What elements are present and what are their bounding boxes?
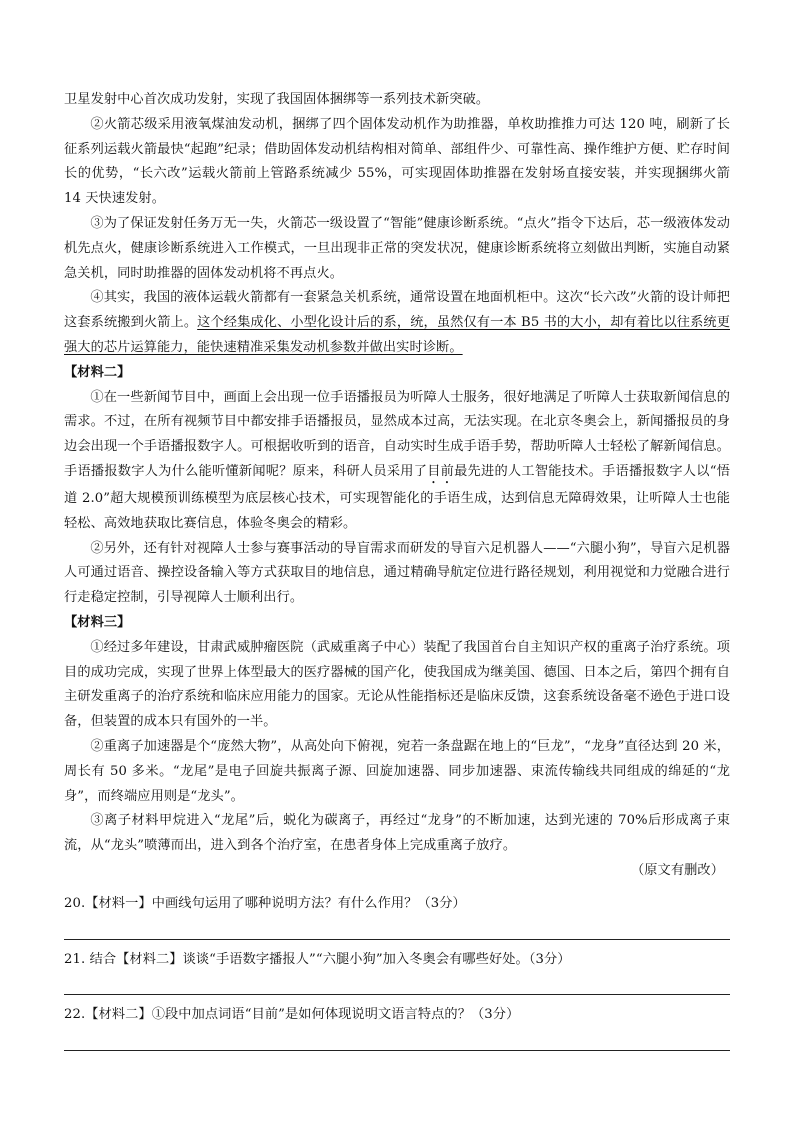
material3-paragraph-2: ②重离子加速器是个“庞然大物”，从高处向下俯视，宛若一条盘踞在地上的“巨龙”，“龙身”直径达到 20 米，周长有 50 多米。“龙尾”是电子回旋共振离子源、回旋加速器、同步加速器、束流传输线共同组成的绵延的“龙身”，而终端应用则是“龙头”。: [64, 738, 730, 804]
question-22: [64, 1003, 730, 1051]
question-20: [64, 892, 730, 940]
dotted-word: 目前: [427, 463, 455, 479]
material3-paragraph-1: ①经过多年建设，甘肃武威肿瘤医院（武威重离子中心）装配了我国首台自主知识产权的重离子治疗系统。项目的成功完成，实现了世界上体型最大的医疗器械的国产化，使我国成为继美国、德国、日本之后，第四个拥有自主研发重离子的治疗系统和临床应用能力的国家。无论从性能指标还是临床反馈，这套系统设备毫不逊色于进口设备，但装置的成本只有国外的一半。: [64, 639, 730, 730]
question-20-text: 20.【材料一】中画线句运用了哪种说明方法？有什么作用？（3分）: [64, 895, 466, 911]
material1-paragraph-2: ②火箭芯级采用液氧煤油发动机，捆绑了四个固体发动机作为助推器，单枚助推推力可达 120 吨，刷新了长征系列运载火箭最快“起跑”纪录；借助固体发动机结构相对简单、部组件少、可靠性高、操作维护方便、贮存时间长的优势，“长六改”运载火箭前上管路系统减少 55%，可实现固体助推器在发射场直接安装，并实现捆绑火箭 14 天快速发射。: [64, 116, 730, 207]
source-note: （原文有删改）: [630, 862, 724, 878]
material3-heading: 【材料三】: [64, 614, 131, 630]
answer-line-22[interactable]: [64, 1028, 730, 1051]
material2-paragraph-1: [64, 386, 730, 537]
reading-passage: [64, 88, 730, 1055]
answer-line-20[interactable]: [64, 917, 730, 940]
material2-heading: 【材料二】: [64, 364, 131, 380]
question-21-text: 21. 结合【材料二】谈谈“手语数字播报人”“六腿小狗”加入冬奥会有哪些好处。（3分）: [64, 951, 571, 967]
material1-paragraph-4-text: ④其实，我国的液体运载火箭都有一套紧急关机系统，通常设置在地面机柜中。这次“长六改”火箭的设计师把这套系统搬到火箭上。: [64, 290, 730, 331]
material2-paragraph-1-text-a: ①在一些新闻节目中，画面上会出现一位手语播报员为听障人士服务，很好地满足了听障人士获取新闻信息的需求。不过，在所有视频节目中都安排手语播报员，显然成本过高，无法实现。在北京冬奥会上，新闻播报员的身边会出现一个手语播报数字人。可根据收听到的语音，自动实时生成手语手势，帮助听障人士轻松了解新闻信息。手语播报数字人为什么能听懂新闻呢？原来，科研人员采用了: [64, 389, 730, 479]
material2-paragraph-2: ②另外，还有针对视障人士参与赛事活动的导盲需求而研发的导盲六足机器人——“六腿小狗”，导盲六足机器人可通过语音、操控设备输入等方式获取目的地信息，通过精确导航定位进行路径规划，利用视觉和力觉融合进行行走稳定控制，引导视障人士顺利出行。: [64, 540, 730, 606]
underlined-sentence: 这个经集成化、小型化设计后的系，统，虽然仅有一本 B5 书的大小，却有着比以往系统更强大的芯片运算能力，能快速精准采集发动机参数并做出实时诊断。: [64, 315, 730, 355]
question-21: [64, 948, 730, 996]
answer-line-21[interactable]: [64, 972, 730, 995]
material1-paragraph-4: [64, 286, 730, 360]
material3-paragraph-3: ③离子材料甲烷进入“龙尾”后，蜕化为碳离子，再经过“龙身”的不断加速，达到光速的 70%后形成离子束流，从“龙头”喷薄而出，进入到各个治疗室，在患者身体上完成重离子放疗。: [64, 813, 730, 854]
material1-paragraph-3: ③为了保证发射任务万无一失，火箭芯一级设置了“智能”健康诊断系统。“点火”指令下达后，芯一级液体发动机先点火，健康诊断系统进入工作模式，一旦出现非正常的突发状况，健康诊断系统将立刻做出判断，实施自动紧急关机，同时助推器的固体发动机将不再点火。: [64, 215, 730, 281]
question-22-text: 22.【材料二】①段中加点词语“目前”是如何体现说明文语言特点的？（3分）: [64, 1007, 520, 1023]
material2-paragraph-1-text-b: 最先进的人工智能技术。手语播报数字人以“悟道 2.0”超大规模预训练模型为底层核心技术，可实现智能化的手语生成，达到信息无障碍效果，让听障人士也能轻松、高效地获取比赛信息，体验冬奥会的精彩。: [64, 463, 730, 531]
material1-paragraph-continued: 卫星发射中心首次成功发射，实现了我国固体捆绑等一系列技术新突破。: [64, 92, 490, 107]
